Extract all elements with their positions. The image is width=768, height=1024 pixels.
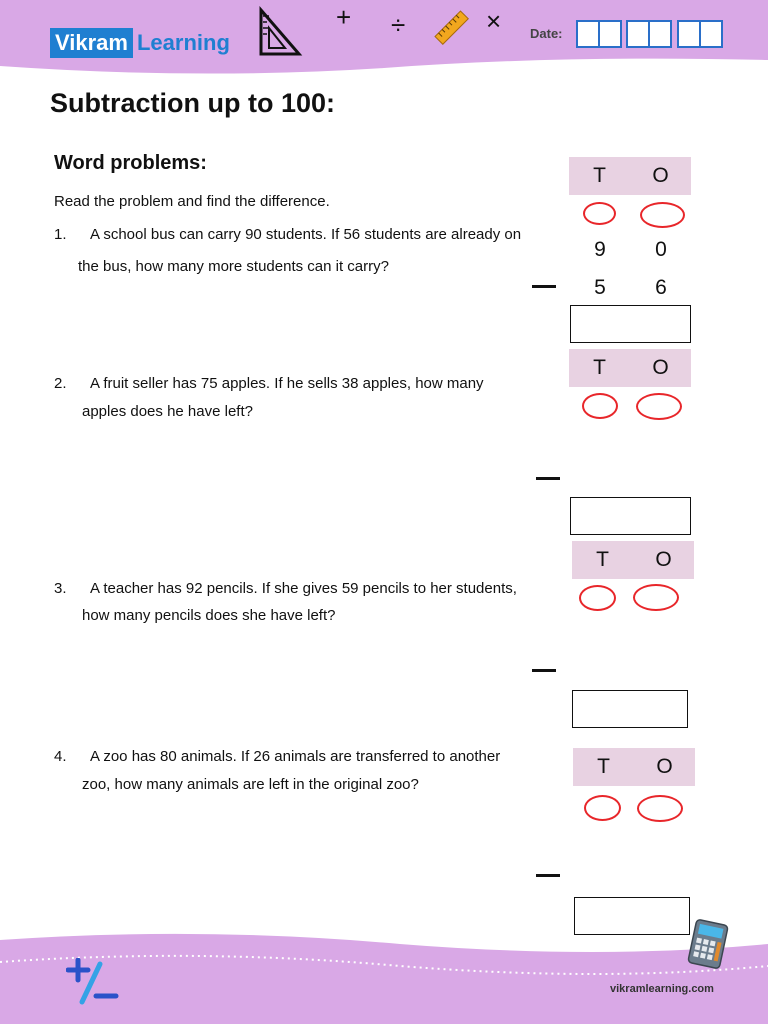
page-title: Subtraction up to 100: xyxy=(50,88,336,118)
minus-sign xyxy=(536,874,560,877)
tens-borrow-circle[interactable] xyxy=(579,585,616,611)
place-value-header xyxy=(572,541,694,579)
tens-label: T xyxy=(596,548,609,571)
problem-text-line: apples does he have left? xyxy=(82,403,253,420)
minuend-tens-digit: 9 xyxy=(594,238,606,261)
problem-text-line: A zoo has 80 animals. If 26 animals are transferred to another xyxy=(90,748,501,765)
answer-box[interactable] xyxy=(570,305,691,343)
ones-label: O xyxy=(656,755,673,778)
date-year-digit-2[interactable] xyxy=(699,22,721,46)
brand-logo[interactable] xyxy=(50,28,230,58)
date-day-digit-1[interactable] xyxy=(578,22,598,46)
ones-borrow-circle[interactable] xyxy=(636,393,682,420)
minus-sign xyxy=(532,285,556,288)
minus-sign xyxy=(532,669,556,672)
subtrahend-tens-digit: 5 xyxy=(594,276,606,299)
problem-text-line: zoo, how many animals are left in the original zoo? xyxy=(82,776,419,793)
divide-symbol: ÷ xyxy=(391,10,406,40)
logo-part-1: Vikram xyxy=(50,28,133,58)
place-value-header xyxy=(569,157,691,195)
place-value-header xyxy=(569,349,691,387)
problem-number: 1. xyxy=(54,226,67,243)
ones-label: O xyxy=(652,356,669,379)
set-square-icon xyxy=(255,6,303,58)
calculator-icon xyxy=(684,918,732,970)
problem-number: 3. xyxy=(54,580,67,597)
website-link[interactable]: vikramlearning.com xyxy=(610,983,714,995)
ones-borrow-circle[interactable] xyxy=(633,584,679,611)
date-month-digit-2[interactable] xyxy=(648,22,670,46)
ones-borrow-circle[interactable] xyxy=(640,202,685,228)
tens-label: T xyxy=(593,164,606,187)
ruler-icon xyxy=(432,8,472,48)
times-symbol: × xyxy=(486,6,502,36)
problem-text-line: A teacher has 92 pencils. If she gives 59 pencils to her students, xyxy=(90,580,517,597)
subtrahend-ones-digit: 6 xyxy=(655,276,667,299)
tens-label: T xyxy=(597,755,610,778)
plus-minus-icon xyxy=(66,958,120,1006)
date-label: Date: xyxy=(530,26,563,41)
section-title: Word problems: xyxy=(54,152,207,174)
place-value-header xyxy=(573,748,695,786)
ones-borrow-circle[interactable] xyxy=(637,795,683,822)
problem-text-line: the bus, how many more students can it carry? xyxy=(78,258,389,275)
answer-box[interactable] xyxy=(572,690,688,728)
tens-label: T xyxy=(593,356,606,379)
ones-label: O xyxy=(655,548,672,571)
ones-label: O xyxy=(652,164,669,187)
date-month-digit-1[interactable] xyxy=(628,22,648,46)
tens-borrow-circle[interactable] xyxy=(583,202,616,225)
logo-part-2: Learning xyxy=(136,30,230,55)
problem-text-line: how many pencils does she have left? xyxy=(82,607,336,624)
problem-text-line: A fruit seller has 75 apples. If he sells 38 apples, how many xyxy=(90,375,484,392)
date-year-digit-1[interactable] xyxy=(679,22,699,46)
date-day-digit-2[interactable] xyxy=(598,22,620,46)
date-day-boxes[interactable] xyxy=(576,20,622,48)
instruction-text: Read the problem and find the difference. xyxy=(54,193,330,210)
problem-number: 2. xyxy=(54,375,67,392)
date-year-boxes[interactable] xyxy=(677,20,723,48)
minuend-ones-digit: 0 xyxy=(655,238,667,261)
date-month-boxes[interactable] xyxy=(626,20,672,48)
plus-symbol: + xyxy=(336,2,352,32)
problem-number: 4. xyxy=(54,748,67,765)
problem-text-line: A school bus can carry 90 students. If 56 students are already on xyxy=(90,226,522,243)
minus-sign xyxy=(536,477,560,480)
answer-box[interactable] xyxy=(570,497,691,535)
tens-borrow-circle[interactable] xyxy=(582,393,618,419)
tens-borrow-circle[interactable] xyxy=(584,795,621,821)
